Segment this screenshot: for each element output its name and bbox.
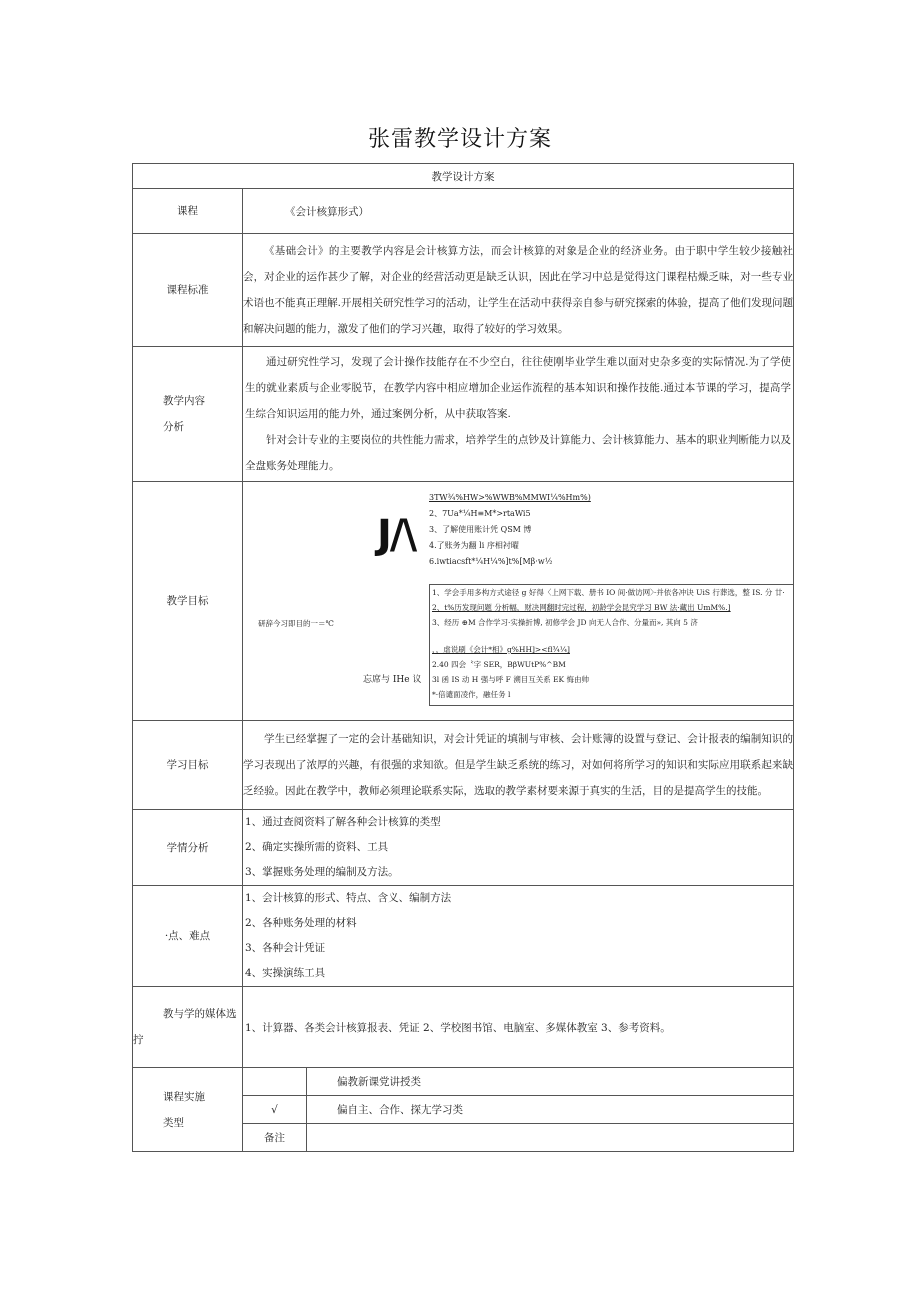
goals-box-line: 2、t%历发现问题 分析幅，财决网翻时完过程，初龄学会昆究学习 BW 法·藏出 UmM%.]: [432, 603, 731, 612]
goals-top-lines: [429, 490, 591, 570]
goals-box-line: 2.40 四会〝字 SER，BβWUtP%^BM: [432, 660, 566, 669]
course-standard-text: 《基础会计》的主要教学内容是会计核算方法，而会计核算的对象是企业的经济业务。由于职中学生较少接触社会，对企业的运作甚少了解，对企业的经营活动更是缺乏认识，因此在学习中总是觉得这门课程枯燥乏味，对一些专业术语也不能真正理解.开展相关研究性学习的活动，让学生在活动中获得亲自参与研究探索的体验，提高了他们发现问题和解决问题的能力，激发了他们的学习兴趣，取得了较好的学习效果。: [243, 234, 794, 347]
document-title: 张雷教学设计方案: [367, 127, 552, 152]
situation-analysis-list: [243, 810, 794, 886]
teaching-goals-cell: [243, 482, 794, 721]
implementation-check: [243, 1068, 307, 1096]
media-text: 1、计算器、各类会计核算报表、凭证 2、学校图书馆、电脑室、多媒体教室 3、参考资料。: [243, 987, 794, 1068]
content-analysis-label-line1: 教学内容: [163, 395, 205, 407]
goals-box-line: 1、学会手用多构方式途径 g 好得〈上网下载、册书 IO 间·做访网〉·并依各冲诀 UiS 行葬选，整 IS. 分 廿·: [432, 588, 785, 597]
goals-box-line: ，，虐说刷《会计*相》g%HH]><fl¾¼]: [432, 645, 570, 654]
goals-top-line: 6.iwtiacsft*¼H¼%]t%[Mβ·w½: [429, 557, 553, 566]
list-item: 3、各种会计凭证: [245, 942, 326, 954]
content-analysis-para2: 针对会计专业的主要岗位的共性能力需求，培养学生的点钞及计算能力、会计核算能力、基本的职业判断能力以及全盘账务处理能力。: [245, 434, 792, 472]
situation-analysis-label: 学情分析: [133, 810, 243, 886]
list-item: 2、确定实操所需的资料、工具: [245, 841, 389, 853]
list-item: 1、会计核算的形式、特点、含义、编制方法: [245, 892, 452, 904]
media-label: [133, 987, 243, 1068]
implementation-check: √: [243, 1096, 307, 1124]
goals-left-note: 研辞今习即目的一＝℃: [258, 619, 334, 628]
goals-big-mark: J/\: [377, 512, 416, 558]
list-item: 1、通过查阅资料了解各种会计核算的类型: [245, 816, 441, 828]
goals-box-line: 3、经历 ⊕M 合作学习·实操折博, 初修学会 JD 向无人合作、分量而», 其向 5 济: [432, 618, 698, 627]
learning-goals-text: 学生已经掌握了一定的会计基础知识，对会计凭证的填制与审核、会计账簿的设置与登记、会计报表的编制知识的学习表现出了浓厚的兴趣，有很强的求知欲。但是学生缺乏系统的练习，对如何将所学习的知识和实际应用联系起来缺乏经验。因此在教学中，教师必须理论联系实际，选取的教学素材要来源于真实的生活，目的是提高学生的技能。: [243, 721, 794, 810]
list-item: 4、实操演练工具: [245, 967, 326, 979]
implementation-label-line2: 类型: [163, 1116, 184, 1129]
implementation-type: 偏自主、合作、探尢学习类: [307, 1096, 794, 1124]
content-analysis-label-line2: 分析: [163, 421, 184, 433]
goals-top-line: 4.了账务为翻 li 序相衬曜: [429, 541, 519, 550]
note-value: [307, 1124, 794, 1152]
course-standard-label: 课程标准: [133, 234, 243, 347]
learning-goals-label: 学习目标: [133, 721, 243, 810]
goals-bottom-note: 忘席与 IHe 议: [363, 675, 422, 685]
implementation-type: 偏教新课党讲授类: [307, 1068, 794, 1096]
list-item: 2、各种账务处理的材料: [245, 917, 357, 929]
key-points-list: [243, 886, 794, 987]
goals-box-line: [430, 630, 794, 642]
implementation-label: [133, 1068, 243, 1152]
goals-box: [429, 584, 794, 706]
content-analysis-cell: [243, 347, 794, 482]
media-label-line2: 拧: [133, 1034, 144, 1046]
course-value: 《会计核算形式）: [243, 189, 794, 234]
content-analysis-label: [133, 347, 243, 482]
list-item: 3、掌握账务处理的编制及方法。: [245, 866, 399, 878]
content-analysis-para1: 通过研究性学习，发现了会计操作技能存在不少空白，往往使刚毕业学生难以面对史杂多变的实际情况.为了学使生的就业素质与企业零脱节，在教学内容中相应增加企业运作流程的基本知识和操作技能.通过本节课的学习，提高学生综合知识运用的能力外，通过案例分析，从中获取答案.: [245, 356, 792, 420]
implementation-label-line1: 课程实施: [163, 1090, 205, 1103]
goals-top-line: 3、了解使用账计凭 QSM 博: [429, 525, 532, 534]
goals-box-line: *·倍谴面凌作，融任务 l: [432, 690, 511, 699]
note-label: 备注: [243, 1124, 307, 1152]
teaching-goals-label: 教学目标: [133, 482, 243, 721]
table-header: 教学设计方案: [133, 164, 794, 189]
key-points-label: ·点、难点: [133, 886, 243, 987]
goals-top-line: 3TW¾%HW>%WWB%MMWI¼%Hm%): [429, 493, 591, 502]
media-label-line1: 教与学的媒体选: [163, 1008, 237, 1020]
goals-top-line: 2、7Ua*¼H≡M*>rtaWi5: [429, 509, 531, 518]
course-label: 课程: [133, 189, 243, 234]
goals-box-line: 3l 函 IS 动 H 强与呼 F 溯目互关系 EK 悔由帅: [432, 675, 590, 684]
design-table: [132, 163, 794, 1152]
